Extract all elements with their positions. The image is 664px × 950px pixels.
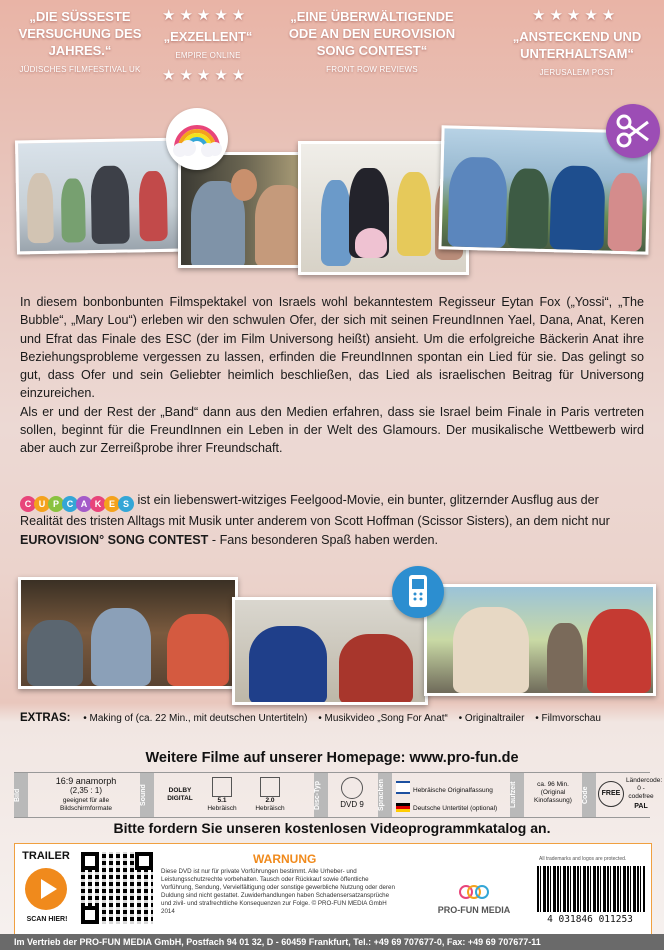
extras-list	[20, 712, 609, 724]
star-rating: ★★★★★	[532, 7, 620, 24]
film-still-dance-rehearsal	[15, 138, 188, 255]
spec-label-runtime: Laufzeit	[510, 773, 524, 817]
review-2	[152, 28, 264, 64]
spec-bild	[36, 773, 136, 817]
company-name: PRO-FUN MEDIA	[437, 905, 511, 915]
logo-letter: A	[76, 496, 92, 512]
scan-label: SCAN HIER!	[26, 916, 68, 923]
country-code: Ländercode: 0 - codefree	[626, 777, 663, 800]
catalog-request: Bitte fordern Sie unseren kostenlosen Videoprogrammkatalog an.	[113, 820, 551, 836]
scissors-icon	[606, 104, 660, 158]
phone-icon	[392, 566, 444, 618]
warning-title: WARNUNG	[253, 852, 317, 866]
spec-label-disc: Disc-Typ	[314, 773, 328, 817]
review-source: EMPIRE ONLINE	[175, 51, 241, 60]
barcode-number: 4 031846 011253	[547, 914, 633, 925]
homepage-line: Weitere Filme auf unserer Homepage: www.pro-fun.de	[145, 750, 519, 766]
bild-ratio: (2,35 : 1)	[69, 786, 102, 795]
play-icon[interactable]	[25, 868, 67, 910]
pitch-eurovision: EUROVISION° SONG CONTEST	[20, 532, 209, 547]
review-quote: „DIE SÜSSESTE VERSUCHUNG DES JAHRES.“	[18, 9, 142, 58]
pitch-end: - Fans besonderen Spaß haben werden.	[208, 532, 439, 547]
logo-letter: U	[34, 496, 50, 512]
israel-flag-icon	[396, 781, 410, 794]
logo-letter: C	[20, 496, 36, 512]
extras-item: • Filmvorschau	[535, 713, 601, 724]
synopsis	[20, 293, 644, 458]
spec-runtime: ca. 96 Min. (Original Kinofassung)	[534, 781, 572, 804]
pal: PAL	[634, 803, 648, 810]
spec-label-sound: Sound	[140, 773, 154, 817]
ch20-lang: Hebräisch	[255, 805, 285, 812]
review-quote: „EXZELLENT“	[163, 29, 253, 44]
spec-label-lang: Sprachen	[378, 773, 392, 817]
logo-letter: C	[62, 496, 78, 512]
spec-code	[598, 773, 663, 817]
barcode	[537, 866, 645, 912]
rainbow-cloud-sticker	[166, 108, 228, 170]
warning-text: Diese DVD ist nur für private Vorführungen bestimmt. Alle Urheber- und Leistungsschutzrechte vorbehalten. Tausch oder Rückkauf sowie öffentliche Vorführung, Sendung, Vervielfältigung oder sonstige gewerbliche Nutzung oder deren Duldung sind nicht gestattet. Zuwiderhandlungen haben Schadensersatzansprüche und zivil- und strafrechtliche Konsequenzen zur Folge. © PRO-FUN MEDIA GmbH 2014	[161, 868, 395, 915]
synopsis-paragraph-1: In diesem bonbonbunten Filmspektakel von Israels wohl bekanntestem Regisseur Eytan Fox („Yossi“, „The Bubble“, „Mary Lou“) erleben wir den schwulen Ofer, der sich mit seinen FreundInnen Yael, Dana, Anat, Keren und Efrat das Finale des ESC (der im Film Universong heißt) ansieht. Um die erfolgreiche Bäckerin Anat ihre Beziehungsprobleme vergessen zu lassen, erfinden die FreundInnen spontan ein Lied für sie. Das gelingt so gut, dass Ofer und sein Geliebter heimlich beschließen, das Lied als israelischen Beitrag für Universong einzureichen.	[20, 295, 644, 401]
extras-item: • Originaltrailer	[458, 713, 525, 724]
lang-2: Deutsche Untertitel (optional)	[413, 805, 498, 812]
extras-item: • Musikvideo „Song For Anat“	[318, 713, 448, 724]
lang-original	[396, 781, 506, 795]
spec-label-code: Code	[582, 773, 596, 817]
review-source: FRONT ROW REVIEWS	[326, 65, 418, 74]
star-rating: ★★★★★	[162, 67, 250, 84]
review-3	[284, 8, 460, 78]
trademark-note: All trademarks and logos are protected.	[539, 856, 627, 862]
ch20: 2.0	[265, 797, 275, 804]
trailer-label: TRAILER	[22, 850, 70, 862]
company-logo	[419, 884, 529, 915]
ch51-lang: Hebräisch	[207, 805, 237, 812]
distribution-footer: Im Vertrieb der PRO-FUN MEDIA GmbH, Postfach 94 01 32, D - 60459 Frankfurt, Tel.: +49 69 707677-0, Fax: +49 69 707677-11	[0, 934, 664, 950]
review-quote: „ANSTECKEND UND UNTERHALTSAM“	[512, 29, 642, 61]
disc-icon	[341, 777, 363, 799]
lang-subtitles	[396, 803, 506, 813]
dolby-logo: DOLBY DIGITAL	[167, 787, 193, 802]
stereo-20-icon	[260, 777, 280, 797]
bild-note: geeignet für alle Bildschirmformate	[59, 797, 112, 812]
extras-item: • Making of (ca. 22 Min., mit deutschen Untertiteln)	[83, 713, 308, 724]
bottom-panel	[14, 843, 652, 935]
logo-letter: S	[118, 496, 134, 512]
bild-format: 16:9 anamorph	[55, 776, 117, 786]
qr-code[interactable]	[81, 852, 153, 924]
pitch-text	[20, 491, 644, 549]
logo-letter: E	[104, 496, 120, 512]
logo-letter: P	[48, 496, 64, 512]
spec-languages	[396, 773, 506, 817]
review-source: JERUSALEM POST	[539, 68, 615, 77]
review-source: JÜDISCHES FILMFESTIVAL UK	[19, 65, 141, 74]
spec-label-bild: Bild	[14, 773, 28, 817]
pro-fun-logo-mark	[454, 884, 494, 900]
extras-label: EXTRAS:	[20, 712, 71, 724]
disc-type: DVD 9	[340, 800, 364, 809]
film-still-car	[424, 584, 656, 696]
synopsis-paragraph-2: Als er und der Rest der „Band“ dann aus den Medien erfahren, dass sie Israel beim Finale in Paris vertreten sollen, beginnt für die FreundInnen ein Leben in der Welt des Glamours. Der musikalische Wettbewerb wird aber auch zur Zerreißprobe ihrer Freundschaft.	[20, 404, 644, 456]
pitch-body: ist ein liebenswert-witziges Feelgood-Movie, ein bunter, glitzernder Ausflug aus der Realität des tristen Alltags mit Musik unter anderem von Scott Hoffman (Scissor Sisters), an dem nicht nur	[20, 493, 610, 529]
spec-sound	[160, 773, 310, 817]
review-1	[14, 8, 146, 78]
film-still-dinner-table	[18, 577, 238, 689]
star-rating: ★★★★★	[162, 7, 250, 24]
surround-51-icon	[212, 777, 232, 797]
ch51: 5.1	[217, 797, 227, 804]
technical-specs	[14, 772, 663, 818]
spec-disc	[332, 773, 372, 817]
free-icon: FREE	[598, 781, 624, 807]
review-quote: „EINE ÜBERWÄLTIGENDE ODE AN DEN EUROVISION SONG CONTEST“	[288, 9, 456, 58]
germany-flag-icon	[396, 803, 410, 812]
logo-letter: K	[90, 496, 106, 512]
review-4	[502, 28, 652, 81]
cupcakes-logo	[20, 494, 132, 512]
lang-1: Hebräische Originalfassung	[413, 787, 493, 794]
